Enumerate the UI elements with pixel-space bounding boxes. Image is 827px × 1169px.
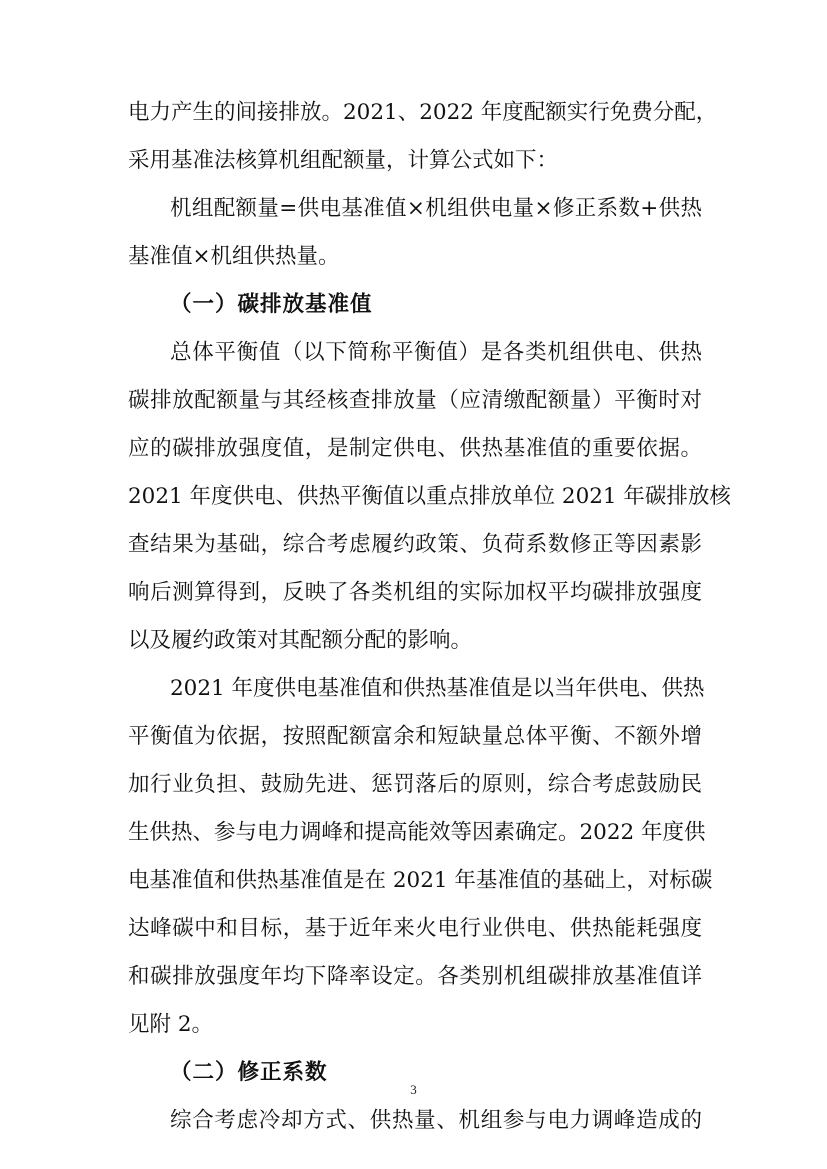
text-line: 2021 年度供电、供热平衡值以重点排放单位 2021 年碳排放核 xyxy=(128,484,731,509)
text-line: 2021 年度供电基准值和供热基准值是以当年供电、供热 xyxy=(170,676,705,701)
text-line: 加行业负担、鼓励先进、惩罚落后的原则，综合考虑鼓励民 xyxy=(128,772,702,797)
section-heading: （二）修正系数 xyxy=(170,1060,328,1085)
text-line: 达峰碳中和目标，基于近年来火电行业供电、供热能耗强度 xyxy=(128,916,702,941)
formula-line: 基准值×机组供热量。 xyxy=(128,244,340,269)
page-number: 3 xyxy=(410,1082,417,1097)
text-line: 响后测算得到，反映了各类机组的实际加权平均碳排放强度 xyxy=(128,580,702,605)
text-line: 查结果为基础，综合考虑履约政策、负荷系数修正等因素影 xyxy=(128,532,702,557)
text-line: 和碳排放强度年均下降率设定。各类别机组碳排放基准值详 xyxy=(128,964,702,989)
formula-line: 机组配额量=供电基准值×机组供电量×修正系数+供热 xyxy=(170,196,702,221)
text-line: 电力产生的间接排放。2021、2022 年度配额实行免费分配， xyxy=(128,100,718,125)
text-line: 碳排放配额量与其经核查排放量（应清缴配额量）平衡时对 xyxy=(128,388,702,413)
text-line: 综合考虑冷却方式、供热量、机组参与电力调峰造成的 xyxy=(170,1108,702,1133)
text-line: 以及履约政策对其配额分配的影响。 xyxy=(128,628,473,653)
text-line: 平衡值为依据，按照配额富余和短缺量总体平衡、不额外增 xyxy=(128,724,702,749)
text-line: 电基准值和供热基准值是在 2021 年基准值的基础上，对标碳 xyxy=(128,868,713,893)
text-line: 采用基准法核算机组配额量，计算公式如下： xyxy=(128,148,559,173)
text-line: 总体平衡值（以下简称平衡值）是各类机组供电、供热 xyxy=(170,340,702,365)
section-heading: （一）碳排放基准值 xyxy=(170,292,373,317)
text-line: 生供热、参与电力调峰和提高能效等因素确定。2022 年度供 xyxy=(128,820,706,845)
text-line: 见附 2。 xyxy=(128,1012,214,1037)
text-line: 应的碳排放强度值，是制定供电、供热基准值的重要依据。 xyxy=(128,436,702,461)
